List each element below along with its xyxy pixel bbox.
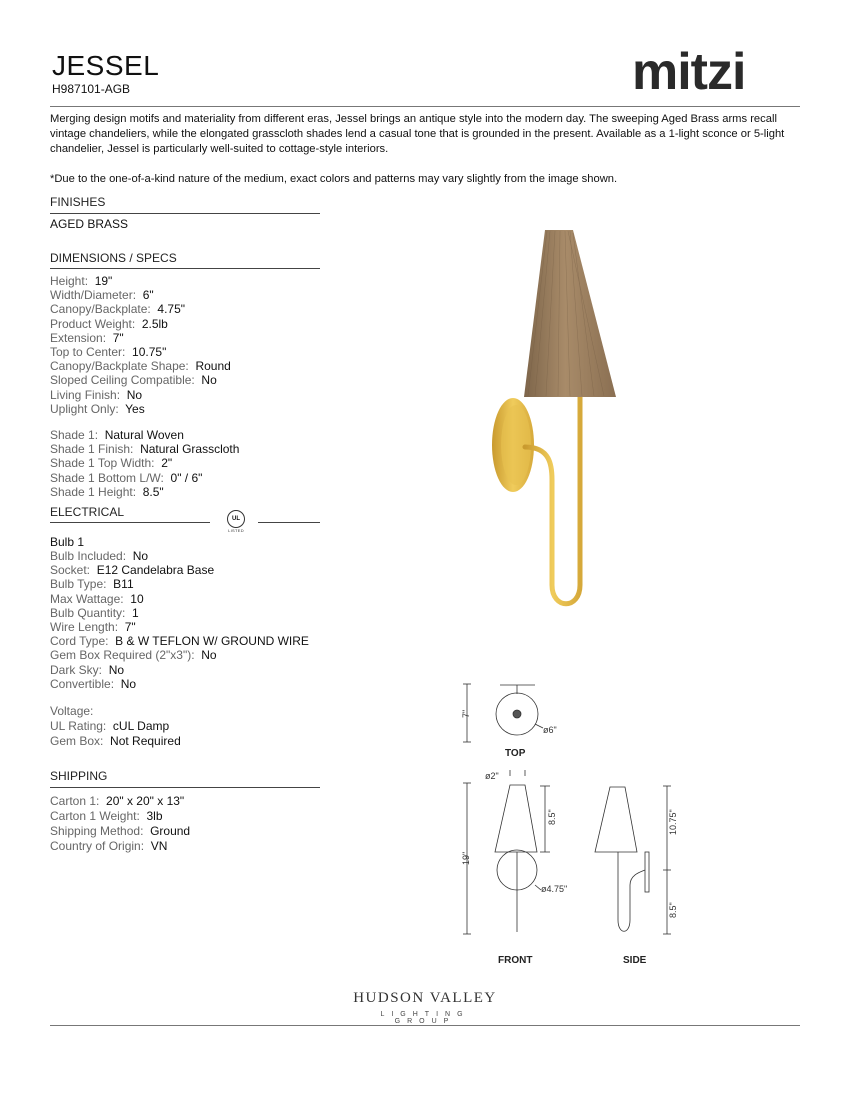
spec-value: VN — [150, 839, 168, 853]
spec-label: Living Finish: — [50, 387, 121, 402]
spec-row — [50, 704, 181, 719]
dim-extension: 7" — [461, 709, 471, 718]
spec-label: Uplight Only: — [50, 401, 119, 416]
brass-arm — [525, 375, 580, 604]
spec-row — [50, 317, 231, 331]
spec-row — [50, 648, 309, 662]
spec-value: 6" — [142, 288, 154, 303]
dim-lower-height: 8.5" — [668, 902, 678, 918]
spec-label: Shade 1 Top Width: — [50, 456, 155, 471]
spec-row — [50, 719, 181, 734]
spec-label: Shade 1 Finish: — [50, 442, 134, 457]
spec-row — [50, 388, 231, 402]
spec-label: Extension: — [50, 330, 107, 345]
spec-value: No — [108, 662, 125, 677]
spec-row — [50, 288, 231, 302]
bulb-heading: Bulb 1 — [50, 535, 85, 549]
spec-value: 4.75" — [157, 302, 186, 317]
dim-top-width: ø2" — [485, 771, 499, 781]
spec-label: Canopy/Backplate Shape: — [50, 359, 189, 374]
spec-label: Socket: — [50, 563, 91, 578]
spec-value: 10 — [130, 591, 144, 606]
spec-row — [50, 331, 231, 345]
spec-label: Shade 1 Height: — [50, 484, 137, 499]
front-view-label: FRONT — [498, 955, 533, 966]
grasscloth-shade — [524, 230, 616, 397]
side-view-label: SIDE — [623, 955, 647, 966]
spec-label: Wire Length: — [50, 620, 119, 635]
product-description: Merging design motifs and materiality from different eras, Jessel brings an antique style into the modern day. The sweeping Aged Brass arms recall vintage chandeliers, while the elongated grasscloth shades lend a casual tone that is grounded in the present. Available as a 1-light sconce or 5-light chandelier, Jessel is particularly well-suited to cottage-style interiors. — [50, 113, 785, 155]
spec-value: 7" — [124, 620, 136, 635]
spec-row — [50, 549, 309, 563]
electrical-rule-left — [50, 522, 210, 523]
spec-row — [50, 839, 190, 854]
spec-label: Max Wattage: — [50, 591, 124, 606]
spec-value: No — [201, 373, 217, 388]
header-divider — [50, 106, 800, 107]
spec-value: 3lb — [146, 809, 163, 823]
spec-value: No — [201, 648, 217, 663]
spec-value: Ground — [150, 824, 191, 838]
spec-label: Bulb Quantity: — [50, 605, 126, 620]
spec-label: Sloped Ceiling Compatible: — [50, 373, 195, 388]
spec-value: Natural Grasscloth — [140, 442, 240, 457]
shipping-heading: SHIPPING — [50, 769, 108, 783]
spec-row — [50, 824, 190, 839]
spec-value: cUL Damp — [112, 719, 170, 733]
spec-label: Shade 1 Bottom L/W: — [50, 470, 164, 485]
spec-label: UL Rating: — [50, 719, 107, 733]
technical-drawings — [455, 680, 685, 975]
spec-label: Voltage: — [50, 704, 94, 718]
spec-row — [50, 373, 231, 387]
dim-shade-height: 8.5" — [547, 809, 557, 825]
dimensions-list — [50, 274, 231, 416]
spec-label: Cord Type: — [50, 634, 109, 649]
spec-label: Height: — [50, 274, 89, 288]
dim-backplate: ø4.75" — [541, 884, 568, 894]
spec-row — [50, 563, 309, 577]
spec-row — [50, 592, 309, 606]
shipping-list — [50, 794, 190, 854]
spec-label: Convertible: — [50, 676, 115, 691]
spec-label: Width/Diameter: — [50, 288, 137, 303]
disclaimer-note: *Due to the one-of-a-kind nature of the medium, exact colors and patterns may vary slightly from the image shown. — [50, 173, 618, 185]
dimensions-rule — [50, 268, 320, 269]
ul-listed-badge — [218, 510, 254, 533]
spec-label: Shade 1: — [50, 428, 99, 442]
product-title: JESSEL — [52, 50, 160, 81]
electrical-rule-right — [258, 522, 320, 523]
spec-value: 20" x 20" x 13" — [106, 794, 185, 808]
electrical-heading: ELECTRICAL — [50, 505, 125, 519]
spec-label: Product Weight: — [50, 316, 136, 331]
spec-label: Carton 1: — [50, 794, 100, 808]
footer-divider — [50, 1025, 800, 1026]
ul-listed-text: LISTED — [228, 528, 244, 533]
spec-row — [50, 442, 239, 456]
spec-value: No — [120, 676, 137, 691]
product-image — [480, 225, 640, 610]
brand-logo: mitzi — [632, 43, 746, 101]
spec-value: Not Required — [110, 734, 181, 748]
shipping-rule — [50, 787, 320, 788]
spec-row — [50, 359, 231, 373]
electrical-extra-list — [50, 704, 181, 749]
spec-value: No — [126, 387, 143, 402]
spec-value: Natural Woven — [104, 428, 184, 442]
footer-brand: HUDSON VALLEY — [353, 990, 497, 1006]
dimensions-heading: DIMENSIONS / SPECS — [50, 251, 177, 265]
spec-row — [50, 620, 309, 634]
spec-value: 1 — [132, 605, 139, 620]
footer-brand-sub: LIGHTING GROUP — [380, 1011, 470, 1025]
spec-value: 0" / 6" — [170, 470, 203, 485]
spec-row — [50, 577, 309, 591]
spec-label: Carton 1 Weight: — [50, 809, 140, 823]
top-view-label: TOP — [505, 748, 526, 759]
spec-value: Yes — [125, 401, 145, 416]
spec-row — [50, 471, 239, 485]
spec-row — [50, 677, 309, 691]
spec-row — [50, 274, 231, 288]
spec-label: Bulb Included: — [50, 549, 127, 563]
spec-row — [50, 402, 231, 416]
spec-row — [50, 428, 239, 442]
spec-value: 10.75" — [132, 345, 167, 360]
electrical-list — [50, 549, 309, 691]
spec-label: Gem Box Required (2"x3"): — [50, 648, 195, 663]
spec-label: Dark Sky: — [50, 662, 103, 677]
dim-overall-height: 19" — [461, 851, 471, 865]
spec-value: B11 — [113, 577, 134, 592]
shade-specs-list — [50, 428, 239, 499]
spec-row — [50, 634, 309, 648]
spec-value: Round — [195, 359, 231, 374]
spec-row — [50, 794, 190, 809]
spec-label: Shipping Method: — [50, 824, 144, 838]
dim-top-to-center: 10.75" — [668, 809, 678, 835]
dim-width: ø6" — [543, 725, 557, 735]
ul-mark-icon: UL — [227, 510, 245, 528]
spec-value: 19" — [94, 274, 113, 288]
spec-value: 7" — [112, 330, 124, 345]
spec-label: Gem Box: — [50, 734, 104, 748]
finishes-heading: FINISHES — [50, 195, 106, 209]
spec-value: No — [132, 549, 149, 563]
spec-label: Country of Origin: — [50, 839, 145, 853]
spec-row — [50, 345, 231, 359]
spec-value: 2" — [161, 456, 173, 471]
spec-row — [50, 485, 239, 499]
spec-value: 2.5lb — [141, 316, 168, 331]
spec-row — [50, 606, 309, 620]
spec-label: Canopy/Backplate: — [50, 302, 151, 317]
spec-value: 8.5" — [142, 484, 164, 499]
spec-label: Bulb Type: — [50, 577, 107, 592]
spec-row — [50, 663, 309, 677]
spec-row — [50, 809, 190, 824]
spec-row — [50, 734, 181, 749]
spec-label: Top to Center: — [50, 345, 126, 360]
spec-value: E12 Candelabra Base — [96, 563, 215, 578]
spec-value: B & W TEFLON W/ GROUND WIRE — [115, 634, 309, 649]
product-sku: H987101-AGB — [52, 82, 131, 96]
finish-value: AGED BRASS — [50, 217, 129, 231]
finishes-rule — [50, 213, 320, 214]
spec-row — [50, 302, 231, 316]
spec-row — [50, 456, 239, 470]
